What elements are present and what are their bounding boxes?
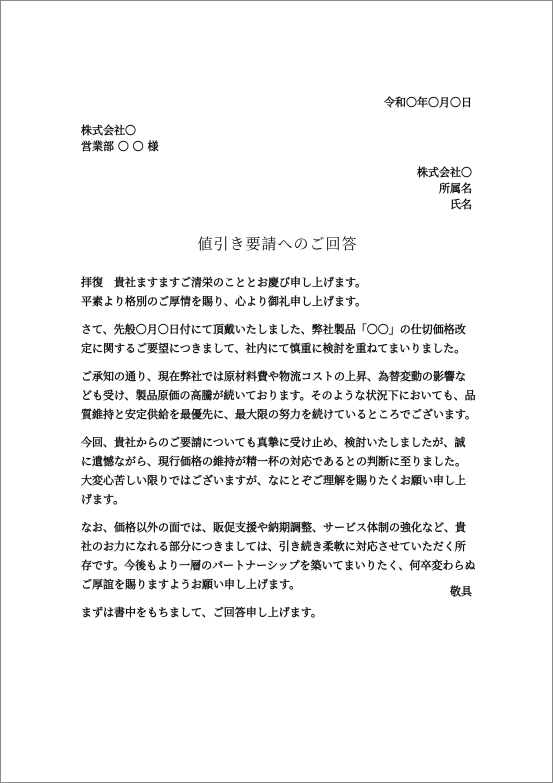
document-title: 値引き要請へのご回答 (197, 235, 358, 253)
sender-name: 氏名 (450, 198, 472, 211)
body-paragraph: ご承知の通り、現在弊社では原材料費や物流コストの上昇、為替変動の影響なども受け、製品原価の高騰が続いております。そのような状況下においても、品質維持と安定供給を最優先に、最大限の努力を続けているところでございます。 (81, 370, 477, 421)
closing-remark: 敬具 (450, 585, 472, 598)
sender-company: 株式会社〇 (417, 166, 472, 179)
body-paragraph: 今回、貴社からのご要請についても真摯に受け止め、検討いたしましたが、誠に遺憾ながら、現行価格の維持が精一杯の対応であるとの判断に至りました。大変心苦しい限りではございますが、なにとぞご理解を賜りたくお願い申し上げます。 (81, 436, 466, 506)
recipient-block (81, 123, 159, 155)
body-paragraph: さて、先般〇月〇日付にて頂戴いたしました、弊社製品「〇〇」の仕切価格改定に関するご要望につきまして、社内にて慎重に検討を重ねてまいりました。 (81, 323, 466, 355)
sender-affiliation: 所属名 (439, 182, 472, 195)
recipient-department: 営業部 〇 〇 様 (81, 140, 159, 153)
document-body (81, 273, 476, 631)
body-paragraph: なお、価格以外の面では、販促支援や納期調整、サービス体制の強化など、貴社のお力になれる部分につきましては、引き続き柔軟に対応させていただく所存です。今後もより一層のパートナーシップを築いてまいりたく、何卒変わらぬご厚誼を賜りますようお願い申し上げます。 (81, 521, 476, 591)
body-paragraph: まずは書中をもちまして、ご回答申し上げます。 (81, 606, 322, 619)
body-paragraph: 拝復 貴社ますますご清栄のこととお慶び申し上げます。 平素より格別のご厚情を賜り、心より御礼申し上げます。 (81, 276, 367, 308)
sender-block (417, 165, 472, 213)
recipient-company: 株式会社〇 (81, 124, 136, 137)
document-date: 令和〇年〇月〇日 (384, 96, 472, 109)
